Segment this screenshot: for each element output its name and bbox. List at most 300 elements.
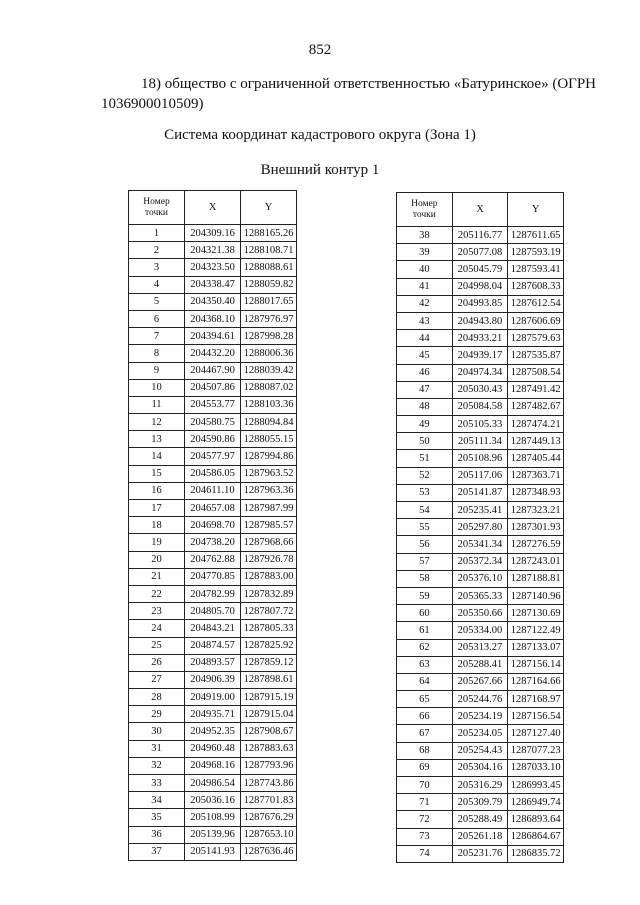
- system-title: Система координат кадастрового округа (Зона 1): [164, 127, 476, 143]
- x-cell: 205234.05: [452, 725, 508, 742]
- y-cell: 1287156.14: [508, 656, 564, 673]
- y-cell: 1288017.65: [241, 293, 297, 310]
- y-cell: 1287612.54: [508, 295, 564, 312]
- x-cell: 204553.77: [185, 396, 241, 413]
- x-cell: 204986.54: [185, 775, 241, 792]
- x-cell: 204432.20: [185, 345, 241, 362]
- y-cell: 1287987.99: [241, 500, 297, 517]
- point-number-cell: 45: [397, 347, 453, 364]
- point-number-cell: 33: [129, 775, 185, 792]
- table-row: [397, 622, 564, 639]
- table-row: [397, 467, 564, 484]
- y-cell: 1287579.63: [508, 330, 564, 347]
- point-number-cell: 70: [397, 777, 453, 794]
- y-cell: 1287323.21: [508, 502, 564, 519]
- y-cell: 1286864.67: [508, 828, 564, 845]
- table-row: [129, 843, 297, 860]
- point-number-cell: 66: [397, 708, 453, 725]
- x-cell: 204762.88: [185, 551, 241, 568]
- point-number-cell: 71: [397, 794, 453, 811]
- x-cell: 204935.71: [185, 706, 241, 723]
- table-row: [129, 310, 297, 327]
- y-cell: 1288006.36: [241, 345, 297, 362]
- table-row: [129, 792, 297, 809]
- point-number-cell: 28: [129, 689, 185, 706]
- y-cell: 1287825.92: [241, 637, 297, 654]
- point-number-cell: 46: [397, 364, 453, 381]
- point-number-cell: 47: [397, 381, 453, 398]
- y-cell: 1287859.12: [241, 654, 297, 671]
- table-row: [129, 775, 297, 792]
- table-row: [397, 484, 564, 501]
- y-cell: 1287908.67: [241, 723, 297, 740]
- x-cell: 204968.16: [185, 757, 241, 774]
- point-number-cell: 10: [129, 379, 185, 396]
- y-cell: 1287985.57: [241, 517, 297, 534]
- point-number-cell: 20: [129, 551, 185, 568]
- table-row: [397, 639, 564, 656]
- point-number-cell: 14: [129, 448, 185, 465]
- x-cell: 204321.38: [185, 242, 241, 259]
- x-cell: 205045.79: [452, 261, 508, 278]
- table-row: [129, 706, 297, 723]
- table-row: [129, 482, 297, 499]
- x-cell: 205030.43: [452, 381, 508, 398]
- y-cell: 1287140.96: [508, 587, 564, 604]
- y-cell: 1287963.36: [241, 482, 297, 499]
- point-number-cell: 61: [397, 622, 453, 639]
- point-number-cell: 40: [397, 261, 453, 278]
- point-number-cell: 8: [129, 345, 185, 362]
- x-cell: 205341.34: [452, 536, 508, 553]
- x-cell: 204738.20: [185, 534, 241, 551]
- y-cell: 1287998.28: [241, 328, 297, 345]
- x-cell: 205261.18: [452, 828, 508, 845]
- y-cell: 1287482.67: [508, 398, 564, 415]
- table-row: [397, 536, 564, 553]
- point-number-cell: 57: [397, 553, 453, 570]
- y-cell: 1287963.52: [241, 465, 297, 482]
- point-number-cell: 49: [397, 416, 453, 433]
- table-row: [397, 330, 564, 347]
- x-cell: 205141.87: [452, 484, 508, 501]
- x-cell: 204782.99: [185, 585, 241, 602]
- table-row: [397, 725, 564, 742]
- table-header-row: [397, 193, 564, 227]
- point-number-cell: 38: [397, 227, 453, 244]
- y-cell: 1288055.15: [241, 431, 297, 448]
- point-number-cell: 43: [397, 312, 453, 329]
- point-number-cell: 42: [397, 295, 453, 312]
- y-cell: 1287883.00: [241, 568, 297, 585]
- x-cell: 204952.35: [185, 723, 241, 740]
- table-row: [397, 261, 564, 278]
- table-row: [129, 671, 297, 688]
- table-row: [129, 362, 297, 379]
- point-number-cell: 56: [397, 536, 453, 553]
- x-cell: 204580.75: [185, 414, 241, 431]
- table-row: [129, 534, 297, 551]
- point-number-cell: 9: [129, 362, 185, 379]
- x-cell: 205084.58: [452, 398, 508, 415]
- x-cell: 204698.70: [185, 517, 241, 534]
- point-number-cell: 59: [397, 587, 453, 604]
- x-cell: 204974.34: [452, 364, 508, 381]
- point-number-cell: 5: [129, 293, 185, 310]
- x-cell: 204309.16: [185, 225, 241, 242]
- point-number-cell: 54: [397, 502, 453, 519]
- point-number-cell: 19: [129, 534, 185, 551]
- table-row: [397, 553, 564, 570]
- header-x: X: [452, 193, 508, 227]
- table-row: [397, 708, 564, 725]
- x-cell: 205139.96: [185, 826, 241, 843]
- y-cell: 1287994.86: [241, 448, 297, 465]
- x-cell: 204993.85: [452, 295, 508, 312]
- point-number-cell: 73: [397, 828, 453, 845]
- point-number-cell: 13: [129, 431, 185, 448]
- x-cell: 205313.27: [452, 639, 508, 656]
- y-cell: 1286893.64: [508, 811, 564, 828]
- x-cell: 205077.08: [452, 244, 508, 261]
- y-cell: 1287508.54: [508, 364, 564, 381]
- x-cell: 205111.34: [452, 433, 508, 450]
- point-number-cell: 6: [129, 310, 185, 327]
- table-row: [129, 259, 297, 276]
- point-number-cell: 30: [129, 723, 185, 740]
- table-row: [129, 568, 297, 585]
- x-cell: 205372.34: [452, 553, 508, 570]
- x-cell: 204507.86: [185, 379, 241, 396]
- y-cell: 1287156.54: [508, 708, 564, 725]
- header-x: X: [185, 191, 241, 225]
- table-row: [129, 517, 297, 534]
- point-number-cell: 36: [129, 826, 185, 843]
- point-number-cell: 62: [397, 639, 453, 656]
- table-header-row: [129, 191, 297, 225]
- table-row: [397, 278, 564, 295]
- table-row: [129, 396, 297, 413]
- table-row: [397, 605, 564, 622]
- y-cell: 1286949.74: [508, 794, 564, 811]
- x-cell: 204939.17: [452, 347, 508, 364]
- table-row: [129, 689, 297, 706]
- x-cell: 205288.49: [452, 811, 508, 828]
- table-row: [397, 450, 564, 467]
- y-cell: 1287033.10: [508, 759, 564, 776]
- y-cell: 1287491.42: [508, 381, 564, 398]
- y-cell: 1288094.84: [241, 414, 297, 431]
- header-y: Y: [508, 193, 564, 227]
- x-cell: 204577.97: [185, 448, 241, 465]
- point-number-cell: 7: [129, 328, 185, 345]
- point-number-cell: 22: [129, 585, 185, 602]
- table-row: [129, 551, 297, 568]
- table-row: [397, 845, 564, 862]
- table-row: [129, 242, 297, 259]
- table-row: [397, 587, 564, 604]
- y-cell: 1287449.13: [508, 433, 564, 450]
- y-cell: 1287653.10: [241, 826, 297, 843]
- x-cell: 204906.39: [185, 671, 241, 688]
- y-cell: 1287243.01: [508, 553, 564, 570]
- y-cell: 1287130.69: [508, 605, 564, 622]
- table-row: [129, 379, 297, 396]
- table-row: [397, 398, 564, 415]
- x-cell: 205231.76: [452, 845, 508, 862]
- table-row: [129, 654, 297, 671]
- x-cell: 204586.05: [185, 465, 241, 482]
- table-row: [397, 502, 564, 519]
- y-cell: 1287133.07: [508, 639, 564, 656]
- table-body-left: [129, 225, 297, 861]
- point-number-cell: 11: [129, 396, 185, 413]
- point-number-cell: 15: [129, 465, 185, 482]
- table-row: [129, 414, 297, 431]
- point-number-cell: 51: [397, 450, 453, 467]
- y-cell: 1287164.66: [508, 673, 564, 690]
- table-row: [397, 691, 564, 708]
- table-row: [129, 276, 297, 293]
- y-cell: 1287968.66: [241, 534, 297, 551]
- point-number-cell: 26: [129, 654, 185, 671]
- y-cell: 1287474.21: [508, 416, 564, 433]
- point-number-cell: 2: [129, 242, 185, 259]
- point-number-cell: 64: [397, 673, 453, 690]
- page-number: 852: [308, 42, 332, 58]
- y-cell: 1287077.23: [508, 742, 564, 759]
- point-number-cell: 41: [397, 278, 453, 295]
- x-cell: 205288.41: [452, 656, 508, 673]
- table-row: [397, 742, 564, 759]
- x-cell: 204467.90: [185, 362, 241, 379]
- x-cell: 204368.10: [185, 310, 241, 327]
- x-cell: 205108.99: [185, 809, 241, 826]
- y-cell: 1287636.46: [241, 843, 297, 860]
- y-cell: 1288165.26: [241, 225, 297, 242]
- point-number-cell: 72: [397, 811, 453, 828]
- point-number-cell: 12: [129, 414, 185, 431]
- table-row: [397, 519, 564, 536]
- y-cell: 1287676.29: [241, 809, 297, 826]
- x-cell: 205141.93: [185, 843, 241, 860]
- x-cell: 205105.33: [452, 416, 508, 433]
- x-cell: 205316.29: [452, 777, 508, 794]
- table-row: [397, 794, 564, 811]
- x-cell: 205108.96: [452, 450, 508, 467]
- y-cell: 1287593.19: [508, 244, 564, 261]
- x-cell: 205267.66: [452, 673, 508, 690]
- x-cell: 204919.00: [185, 689, 241, 706]
- y-cell: 1287608.33: [508, 278, 564, 295]
- point-number-cell: 48: [397, 398, 453, 415]
- intro-paragraph: 18) общество с ограниченной ответственностью «Батуринское» (ОГРН 1036900010509): [101, 76, 597, 112]
- point-number-cell: 25: [129, 637, 185, 654]
- table-row: [129, 723, 297, 740]
- y-cell: 1288039.42: [241, 362, 297, 379]
- point-number-cell: 60: [397, 605, 453, 622]
- table-row: [397, 828, 564, 845]
- table-row: [129, 328, 297, 345]
- point-number-cell: 18: [129, 517, 185, 534]
- y-cell: 1287793.96: [241, 757, 297, 774]
- x-cell: 205304.16: [452, 759, 508, 776]
- table-row: [397, 811, 564, 828]
- point-number-cell: 21: [129, 568, 185, 585]
- x-cell: 205244.76: [452, 691, 508, 708]
- x-cell: 204933.21: [452, 330, 508, 347]
- table-row: [129, 225, 297, 242]
- table-row: [397, 227, 564, 244]
- y-cell: 1288108.71: [241, 242, 297, 259]
- y-cell: 1287348.93: [508, 484, 564, 501]
- point-number-cell: 34: [129, 792, 185, 809]
- table-row: [397, 759, 564, 776]
- y-cell: 1288059.82: [241, 276, 297, 293]
- coordinates-table-left: [128, 190, 297, 861]
- header-point-number: Номер точки: [129, 191, 185, 225]
- table-body-right: [397, 227, 564, 863]
- point-number-cell: 35: [129, 809, 185, 826]
- x-cell: 205334.00: [452, 622, 508, 639]
- x-cell: 205254.43: [452, 742, 508, 759]
- point-number-cell: 3: [129, 259, 185, 276]
- y-cell: 1287168.97: [508, 691, 564, 708]
- y-cell: 1287127.40: [508, 725, 564, 742]
- x-cell: 204805.70: [185, 603, 241, 620]
- x-cell: 205350.66: [452, 605, 508, 622]
- point-number-cell: 32: [129, 757, 185, 774]
- table-row: [129, 620, 297, 637]
- point-number-cell: 52: [397, 467, 453, 484]
- point-number-cell: 44: [397, 330, 453, 347]
- x-cell: 204394.61: [185, 328, 241, 345]
- point-number-cell: 23: [129, 603, 185, 620]
- y-cell: 1287301.93: [508, 519, 564, 536]
- y-cell: 1287363.71: [508, 467, 564, 484]
- y-cell: 1288103.36: [241, 396, 297, 413]
- point-number-cell: 31: [129, 740, 185, 757]
- coordinates-table-right: [396, 192, 564, 863]
- y-cell: 1288087.02: [241, 379, 297, 396]
- point-number-cell: 74: [397, 845, 453, 862]
- y-cell: 1287915.04: [241, 706, 297, 723]
- point-number-cell: 16: [129, 482, 185, 499]
- y-cell: 1287188.81: [508, 570, 564, 587]
- y-cell: 1287611.65: [508, 227, 564, 244]
- point-number-cell: 17: [129, 500, 185, 517]
- y-cell: 1287976.97: [241, 310, 297, 327]
- x-cell: 204350.40: [185, 293, 241, 310]
- x-cell: 205376.10: [452, 570, 508, 587]
- point-number-cell: 58: [397, 570, 453, 587]
- table-row: [129, 585, 297, 602]
- y-cell: 1287606.69: [508, 312, 564, 329]
- y-cell: 1287535.87: [508, 347, 564, 364]
- point-number-cell: 65: [397, 691, 453, 708]
- point-number-cell: 37: [129, 843, 185, 860]
- table-row: [397, 777, 564, 794]
- table-row: [129, 637, 297, 654]
- x-cell: 204943.80: [452, 312, 508, 329]
- point-number-cell: 50: [397, 433, 453, 450]
- point-number-cell: 4: [129, 276, 185, 293]
- table-row: [129, 603, 297, 620]
- x-cell: 204657.08: [185, 500, 241, 517]
- table-row: [129, 500, 297, 517]
- point-number-cell: 1: [129, 225, 185, 242]
- x-cell: 205116.77: [452, 227, 508, 244]
- point-number-cell: 53: [397, 484, 453, 501]
- x-cell: 205036.16: [185, 792, 241, 809]
- table-row: [397, 244, 564, 261]
- y-cell: 1287898.61: [241, 671, 297, 688]
- x-cell: 205234.19: [452, 708, 508, 725]
- contour-title: Внешний контур 1: [260, 162, 380, 178]
- point-number-cell: 69: [397, 759, 453, 776]
- x-cell: 204590.86: [185, 431, 241, 448]
- point-number-cell: 67: [397, 725, 453, 742]
- point-number-cell: 27: [129, 671, 185, 688]
- y-cell: 1287807.72: [241, 603, 297, 620]
- table-row: [129, 809, 297, 826]
- table-row: [397, 673, 564, 690]
- point-number-cell: 39: [397, 244, 453, 261]
- table-row: [397, 656, 564, 673]
- table-row: [129, 448, 297, 465]
- table-row: [129, 740, 297, 757]
- x-cell: 204874.57: [185, 637, 241, 654]
- table-row: [397, 295, 564, 312]
- x-cell: 204611.10: [185, 482, 241, 499]
- y-cell: 1288088.61: [241, 259, 297, 276]
- header-y: Y: [241, 191, 297, 225]
- point-number-cell: 29: [129, 706, 185, 723]
- table-row: [129, 465, 297, 482]
- y-cell: 1287701.83: [241, 792, 297, 809]
- y-cell: 1287805.33: [241, 620, 297, 637]
- x-cell: 205297.80: [452, 519, 508, 536]
- y-cell: 1287405.44: [508, 450, 564, 467]
- table-row: [129, 345, 297, 362]
- table-row: [397, 416, 564, 433]
- x-cell: 204323.50: [185, 259, 241, 276]
- y-cell: 1287593.41: [508, 261, 564, 278]
- table-row: [129, 826, 297, 843]
- header-point-number: Номер точки: [397, 193, 453, 227]
- y-cell: 1287743.86: [241, 775, 297, 792]
- x-cell: 204960.48: [185, 740, 241, 757]
- y-cell: 1286835.72: [508, 845, 564, 862]
- y-cell: 1286993.45: [508, 777, 564, 794]
- x-cell: 205365.33: [452, 587, 508, 604]
- y-cell: 1287122.49: [508, 622, 564, 639]
- point-number-cell: 63: [397, 656, 453, 673]
- table-row: [397, 347, 564, 364]
- x-cell: 204998.04: [452, 278, 508, 295]
- table-row: [129, 431, 297, 448]
- y-cell: 1287832.89: [241, 585, 297, 602]
- table-row: [129, 293, 297, 310]
- y-cell: 1287926.78: [241, 551, 297, 568]
- x-cell: 204843.21: [185, 620, 241, 637]
- x-cell: 204770.85: [185, 568, 241, 585]
- table-row: [397, 570, 564, 587]
- y-cell: 1287915.19: [241, 689, 297, 706]
- table-row: [129, 757, 297, 774]
- x-cell: 204893.57: [185, 654, 241, 671]
- table-row: [397, 364, 564, 381]
